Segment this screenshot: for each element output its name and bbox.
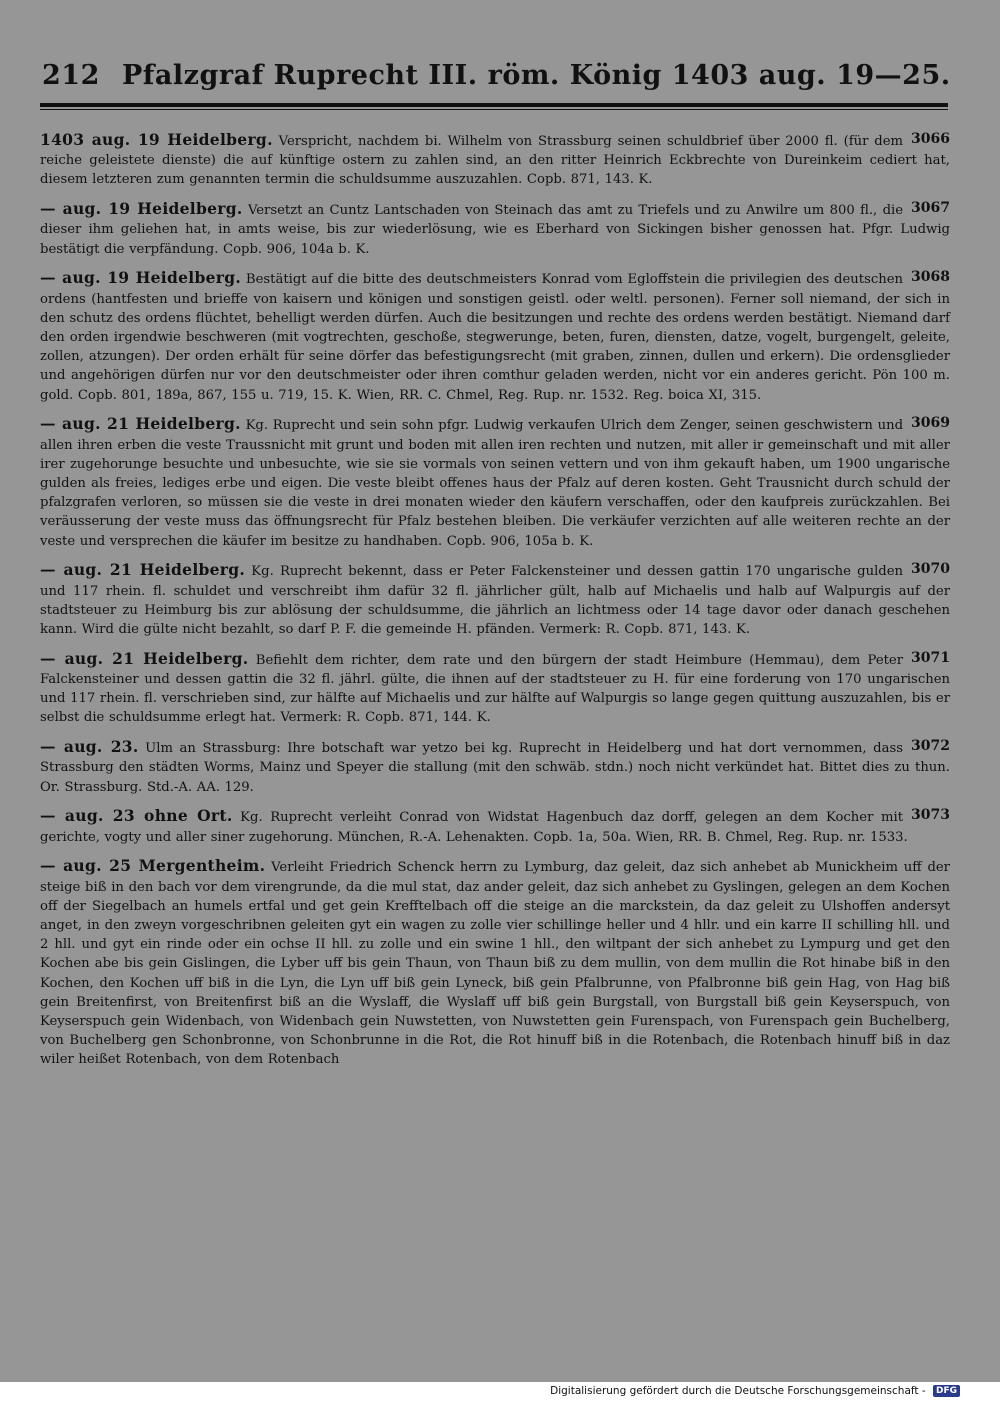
regest-text: Befiehlt dem richter, dem rate und den bürgern der stadt Heimbure (Hemmau), dem Peter Falckensteiner und dessen gattin die 32 fl. jährl. gülte, die ihnen auf der stadtsteuer zu H. für eine forderung von 170 ungarischen und 117 rhein. fl. verschrieben sind, zur hälfte auf Michaelis und zur hälfte auf Walpurgis so lange gegen quittung auszuzahlen, bis er selbst die schuldsumme erlegt hat. Vermerk: R. Copb. 871, 144. K.	[40, 652, 950, 726]
regest-number: 3073	[911, 807, 950, 824]
regest-entry	[40, 414, 950, 550]
regest-text: Kg. Ruprecht verleiht Conrad von Widstat Hagenbuch daz dorff, gelegen an dem Kocher mit gerichte, vogty und aller siner zugehorung. München, R.-A. Lehenakten. Copb. 1a, 50a. Wien, RR. B. Chmel, Reg. Rup. nr. 1533.	[40, 810, 908, 845]
regest-number: 3067	[911, 200, 950, 217]
regest-entry	[40, 268, 950, 404]
regest-text: Versetzt an Cuntz Lantschaden von Steinach das amt zu Triefels und zu Anwilre um 800 fl., die dieser ihm geliehen hat, in amts weise, bis zur wiederlösung, wie es Eberhard von Sickingen bisher genossen hat. Pfgr. Ludwig bestätigt die verpfändung. Copb. 906, 104a b. K.	[40, 203, 950, 257]
regesten-list	[40, 130, 950, 1079]
footer-bar	[0, 1382, 1000, 1403]
regest-text: Bestätigt auf die bitte des deutschmeisters Konrad vom Egloffstein die privilegien des deutschen ordens (hantfesten und brieffe von kaisern und königen und sonstigen geistl. oder weltl. personen). Ferner soll niemand, der sich in den schutz des ordens flüchtet, behelligt werden dürfen. Auch die besitzungen und rechte des ordens werden bestätigt. Niemand darf den orden irgendwie beschweren (mit vogtrechten, geschoße, stegwerunge, beten, furen, diensten, datze, vogelt, burgengelt, geleite, zollen, atzungen). Der orden erhält für seine dörfer das befestigungsrecht (mit graben, zinnen, dullen und erkern). Die ordensglieder und angehörigen dürfen nur vor den deutschmeister oder ihren comthur geladen werden, nicht vor ein anderes gericht. Pön 100 m. gold. Copb. 801, 189a, 867, 155 u. 719, 15. K. Wien, RR. C. Chmel, Reg. Rup. nr. 1532. Reg. boica XI, 315.	[40, 272, 950, 403]
regest-date-place: — aug. 21 Heidelberg.	[40, 414, 241, 434]
regest-date-place: — aug. 25 Mergentheim.	[40, 856, 266, 876]
header-rule	[40, 103, 948, 107]
page-title: Pfalzgraf Ruprecht III. röm. König 1403 aug. 19—25.	[122, 60, 951, 91]
funding-note	[550, 1385, 960, 1397]
regest-entry	[40, 856, 950, 1069]
regest-entry	[40, 199, 950, 259]
funding-text: Digitalisierung gefördert durch die Deutsche Forschungsgemeinschaft -	[550, 1385, 926, 1397]
regest-date-place: — aug. 19 Heidelberg.	[40, 199, 243, 219]
regest-number: 3066	[911, 131, 950, 147]
regest-number: 3072	[911, 738, 950, 755]
page-header	[42, 60, 951, 91]
regest-text: Kg. Ruprecht bekennt, dass er Peter Falckensteiner und dessen gattin 170 ungarische gulden und 117 rhein. fl. schuldet und verschreibt ihm dafür 32 fl. jährlicher gült, halb auf Michaelis und halb auf Walpurgis auf der stadtsteuer zu Heimburg bis zur ablösung der schuldsumme, die jährlich an lichtmess oder 14 tage davor oder danach geschehen kann. Wird die gülte nicht bezahlt, so darf P. F. die gemeinde H. pfänden. Vermerk: R. Copb. 871, 143. K.	[40, 564, 950, 638]
regest-text: Ulm an Strassburg: Ihre botschaft war yetzo bei kg. Ruprecht in Heidelberg und hat dort vernommen, dass Strassburg den städten Worms, Mainz und Speyer die stallung (mit den schwäb. stdn.) noch nicht verkündet hat. Bittet dies zu thun. Or. Strassburg. Std.-A. AA. 129.	[40, 741, 950, 795]
regest-date-place: — aug. 21 Heidelberg.	[40, 648, 249, 668]
dfg-logo-icon[interactable]: DFG	[933, 1385, 960, 1397]
regest-number: 3071	[911, 649, 950, 666]
regest-text: Kg. Ruprecht und sein sohn pfgr. Ludwig verkaufen Ulrich dem Zenger, seinen geschwistern und allen ihren erben die veste Traussnicht mit grunt und boden mit allen iren rechten und nutzen, mit aller ir gemeinschaft und mit aller irer zugehorunge besuchte und unbesuchte, wie sie sie vormals von seinen vettern und von ihm gekauft haben, um 1900 ungarische gulden als freies, lediges erbe und eigen. Die veste bleibt offenes haus der Pfalz auf deren kosten. Geht Trausnicht durch schuld der pfalzgrafen verloren, so müssen sie die veste in drei monaten wieder den käufern verschaffen, oder den kaufpreis zurückzahlen. Bei veräusserung der veste muss das öffnungsrecht für Pfalz bestehen bleiben. Die verkäufer verzichten auf alle weiteren rechte an der veste und versprechen die käufer im besitze zu handhaben. Copb. 906, 105a b. K.	[40, 418, 950, 549]
regest-number: 3068	[911, 269, 950, 286]
regest-text: Verspricht, nachdem bi. Wilhelm von Strassburg seinen schuldbrief über 2000 fl. (für dem reiche geleistete dienste) die auf künftige ostern zu zahlen sind, an den ritter Heinrich Eckbrechte von Dureinkeim cediert hat, diesem letzteren zum genannten termin die schuldsumme auszuzahlen. Copb. 871, 143. K.	[40, 134, 950, 188]
regest-text: Verleiht Friedrich Schenck herrn zu Lymburg, daz geleit, daz sich anhebet ab Munickheim uff der steige biß in den bach vor dem virengrunde, da die mul stat, daz ander geleit, daz sich anhebet zu Gyslingen, gelegen an dem Kochen off der Siegelbach an humels ertfal und get gein Krefftelbach off die steige an die marckstein, da daz geleit zu Ulshoffen andersyt anget, in den zweyn vorgeschribnen geleiten gyt ein wagen zu zolle vier schillinge heller und 4 hllr. und ein karre II schilling hll. und 2 hll. und gyt ein rinde oder ein ochse II hll. zu zolle und ein swine 1 hll., den wiltpant der sich anhebet zu Lympurg und get den Kochen abe bis gein Gislingen, die Lyber uff bis gein Thaun, von Thaun biß zu dem mullin, von dem mullin die Rot hinabe biß in den Kochen, den Kochen uff biß in die Lyn, die Lyn uff biß gein Lyneck, biß gein Pfalbrunne, von Pfalbronne biß gein Hag, von Hag biß gein Breitenfirst, von Breitenfirst biß an die Wyslaff, die Wyslaff uff biß gein Burgstall, von Burgstall biß gein Keyserspuch, von Keyserspuch gein Widenbach, von Widenbach gein Nuwstetten, von Nuwstetten gein Furenspach, von Furenspach gein Buchelberg, von Buchelberg gen Schonbronne, von Schonbrunne in die Rot, die Rot hinuff biß in die Rotenbach, die Rotenbach hinuff biß in daz wiler heißet Rotenbach, von dem Rotenbach	[40, 860, 950, 1068]
regest-date-place: — aug. 23 ohne Ort.	[40, 806, 233, 826]
regest-entry	[40, 737, 950, 797]
regest-number: 3069	[911, 415, 950, 432]
regest-entry	[40, 649, 950, 728]
regest-date-place: — aug. 19 Heidelberg.	[40, 268, 242, 288]
regest-entry	[40, 806, 950, 846]
regest-entry	[40, 560, 950, 639]
regest-date-place: — aug. 21 Heidelberg.	[40, 560, 246, 580]
regest-entry	[40, 130, 950, 190]
regest-date-place: 1403 aug. 19 Heidelberg.	[40, 130, 273, 149]
header-rule-thin	[40, 109, 948, 110]
regest-number: 3070	[911, 561, 950, 578]
regest-date-place: — aug. 23.	[40, 737, 139, 757]
page-number: 212	[42, 60, 100, 91]
